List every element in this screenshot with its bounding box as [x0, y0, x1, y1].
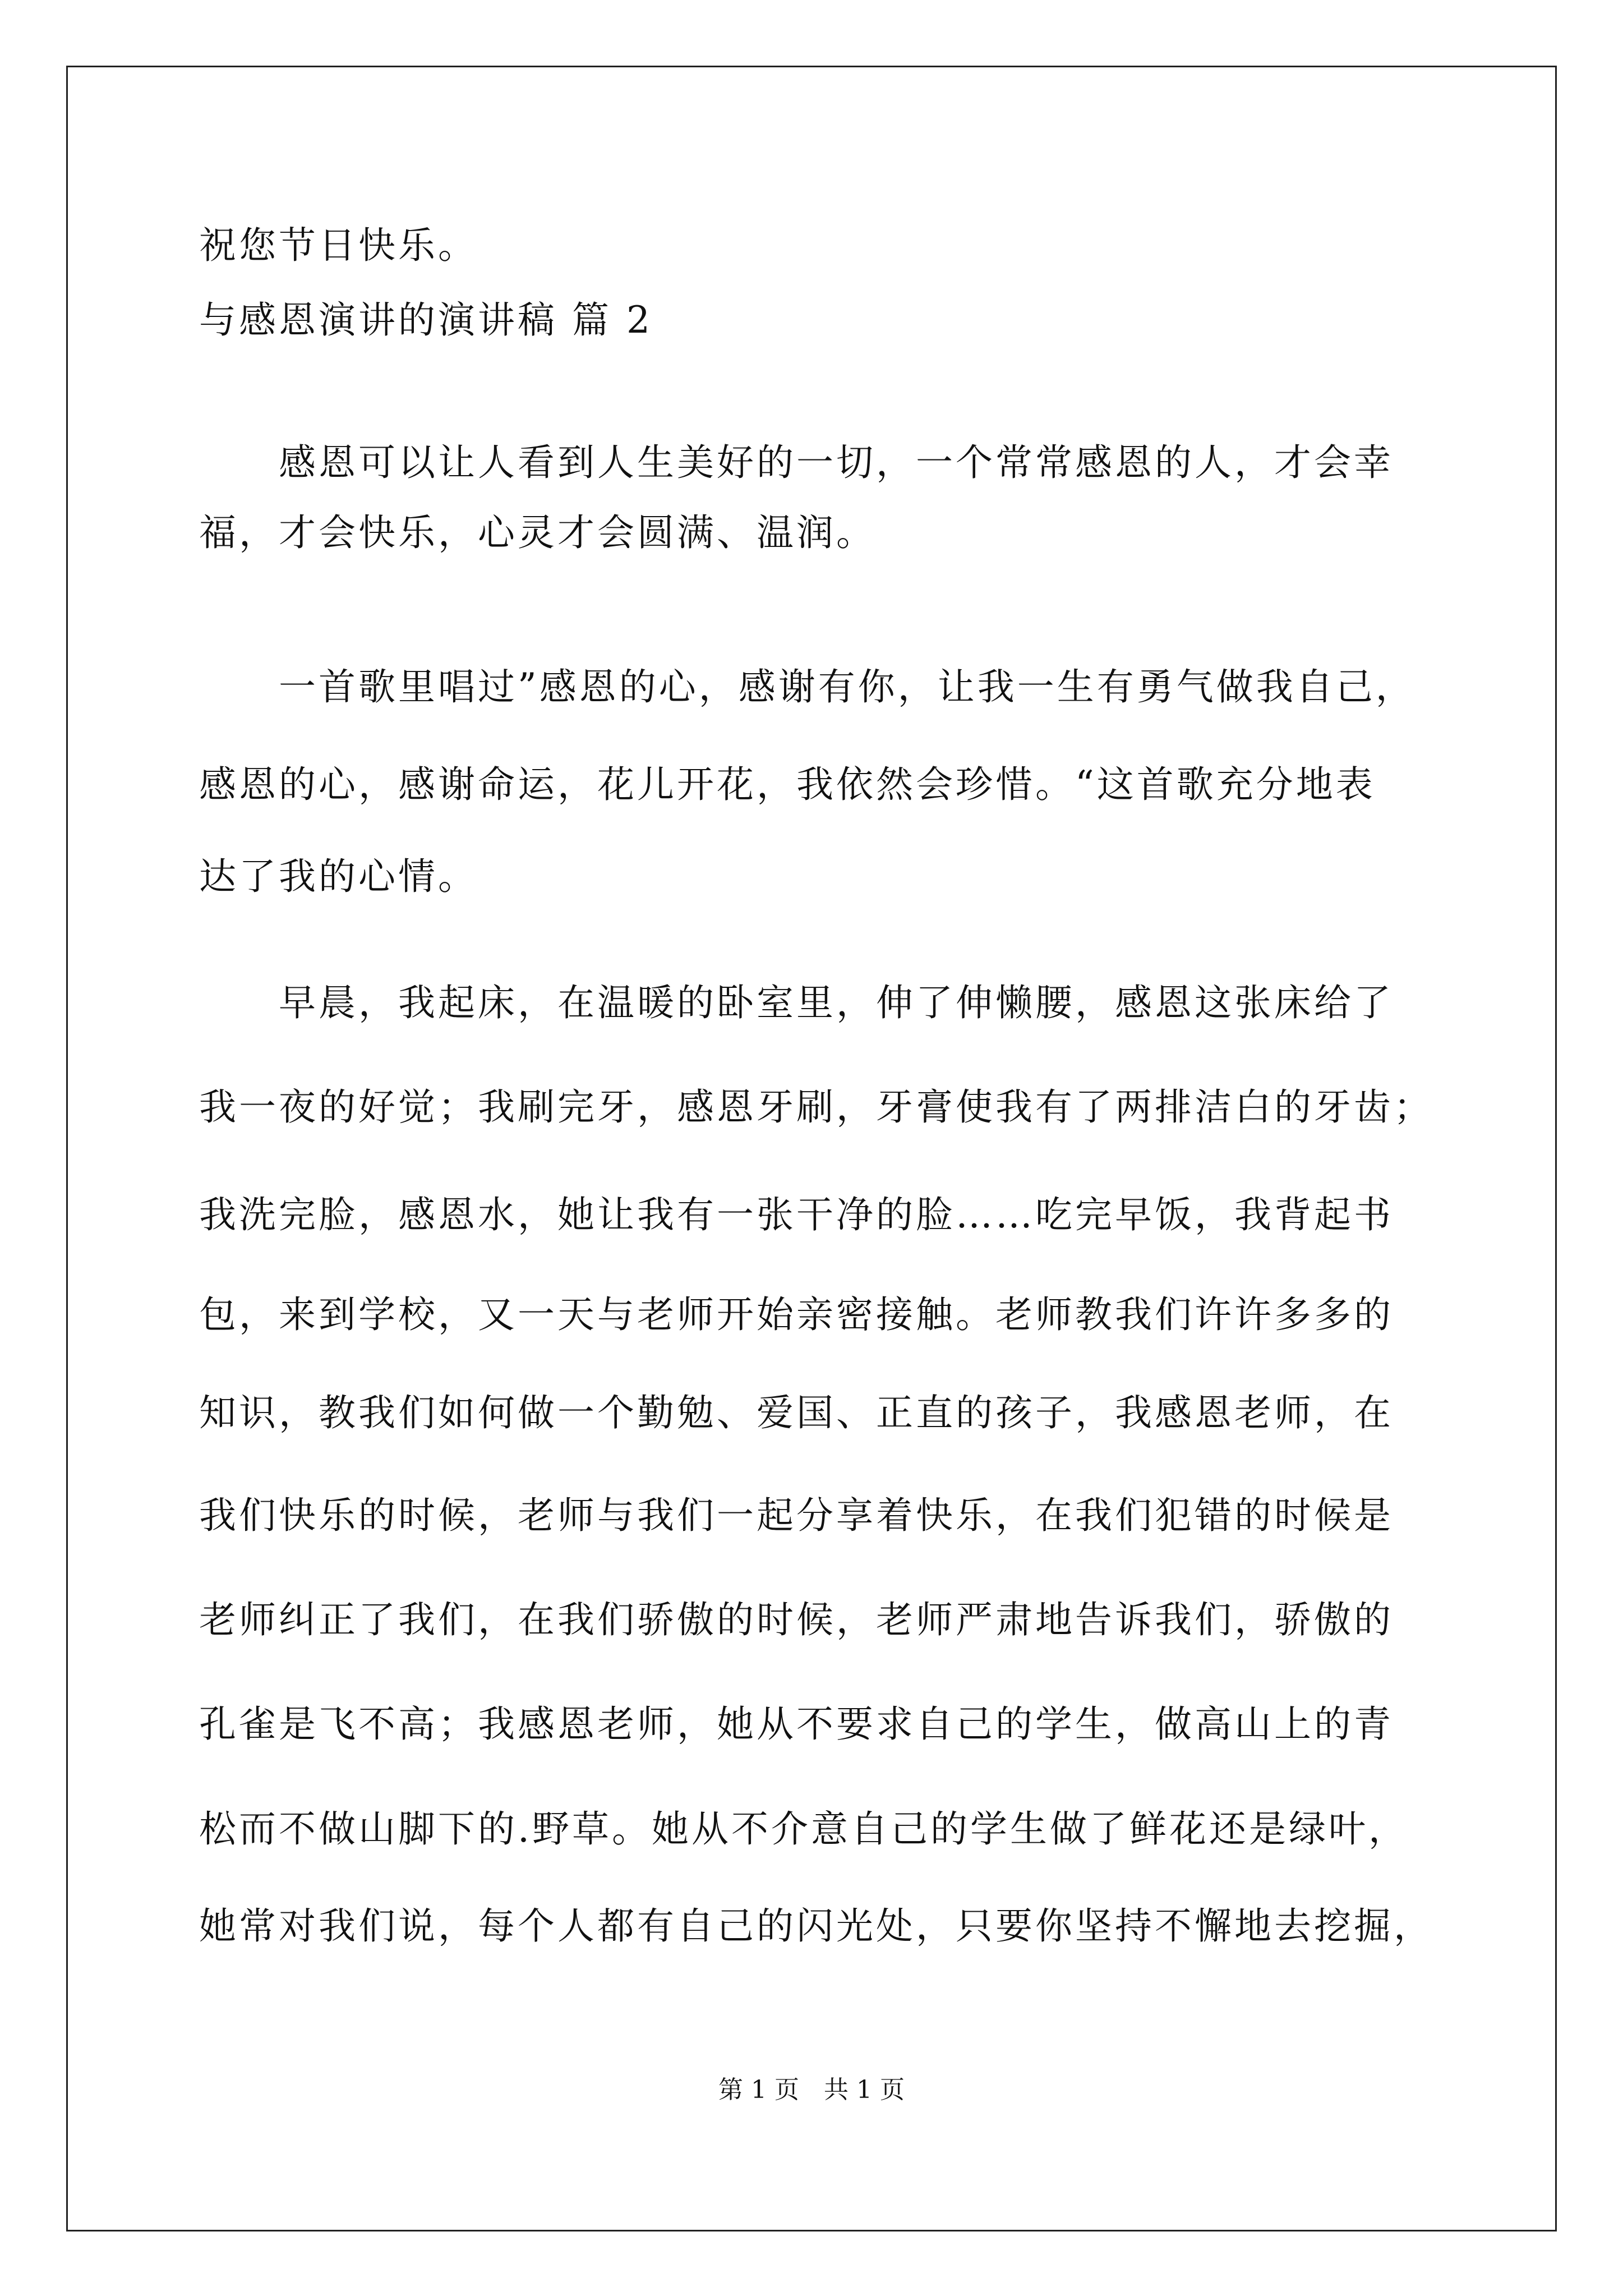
text-line: 老师纠正了我们，在我们骄傲的时候，老师严肃地告诉我们，骄傲的 — [199, 1598, 1394, 1641]
text-line: 感恩的心，感谢命运，花儿开花，我依然会珍惜。“这首歌充分地表 — [199, 763, 1376, 806]
text-line: 感恩可以让人看到人生美好的一切，一个常常感恩的人，才会幸 — [199, 441, 1394, 484]
section-heading: 与感恩演讲的演讲稿 篇 2 — [199, 298, 653, 342]
text-line: 知识，教我们如何做一个勤勉、爱国、正直的孩子，我感恩老师，在 — [199, 1391, 1394, 1434]
text-line: 一首歌里唱过”感恩的心，感谢有你，让我一生有勇气做我自己， — [199, 665, 1415, 708]
page-number: 第 1 页 共 1 页 — [718, 2076, 905, 2104]
text-line: 孔雀是飞不高；我感恩老师，她从不要求自己的学生，做高山上的青 — [199, 1703, 1394, 1746]
text-line: 她常对我们说，每个人都有自己的闪光处，只要你坚持不懈地去挖掘， — [199, 1904, 1433, 1948]
text-line: 达了我的心情。 — [199, 855, 478, 898]
text-line: 祝您节日快乐。 — [199, 224, 478, 267]
text-line: 早晨，我起床，在温暖的卧室里，伸了伸懒腰，感恩这张床给了 — [199, 981, 1394, 1024]
text-line: 包，来到学校，又一天与老师开始亲密接触。老师教我们许许多多的 — [199, 1293, 1394, 1336]
text-line: 松而不做山脚下的.野草。她从不介意自己的学生做了鲜花还是绿叶， — [199, 1807, 1408, 1851]
text-line: 我们快乐的时候，老师与我们一起分享着快乐，在我们犯错的时候是 — [199, 1494, 1394, 1537]
text-line: 我一夜的好觉；我刷完牙，感恩牙刷，牙膏使我有了两排洁白的牙齿； — [199, 1085, 1433, 1129]
text-line: 福，才会快乐，心灵才会圆满、温润。 — [199, 511, 876, 554]
text-line: 我洗完脸，感恩水，她让我有一张干净的脸……吃完早饭，我背起书 — [199, 1193, 1394, 1236]
